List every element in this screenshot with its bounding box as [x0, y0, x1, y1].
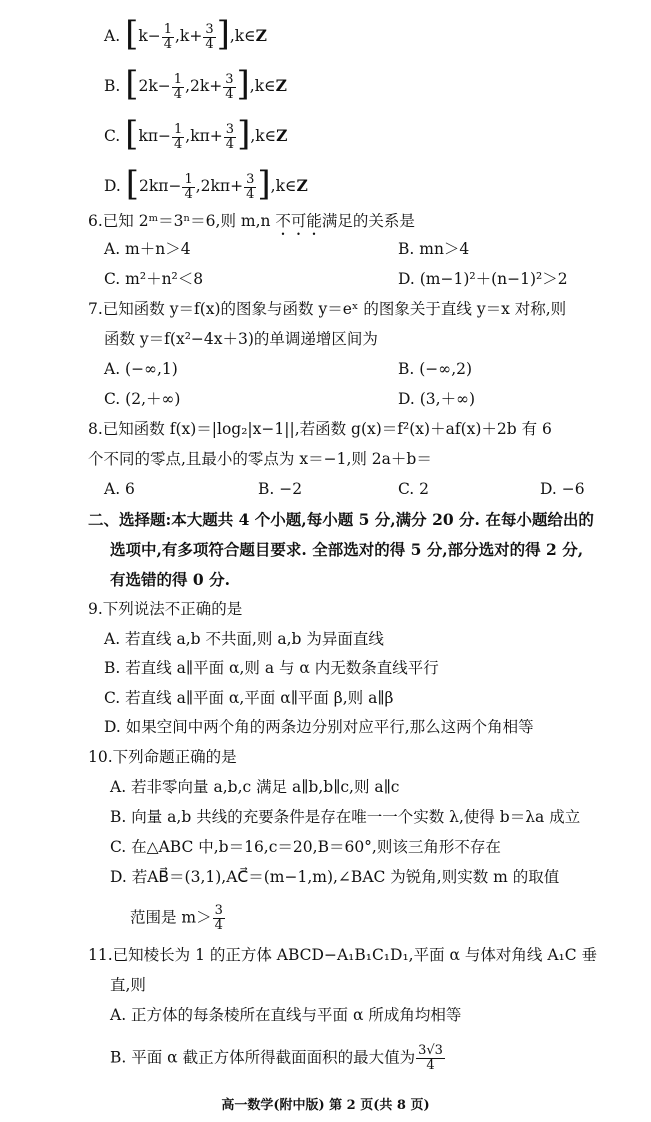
- q11-option-b: B. 平面 α 截正方体所得截面面积的最大值为 $\frac{3√3}{4}$: [110, 1043, 443, 1073]
- q6-option-a: A. m＋n＞4: [104, 240, 191, 258]
- q9-option-b: B. 若直线 a∥平面 α,则 a 与 α 内无数条直线平行: [104, 659, 439, 677]
- q7-option-a: A. (−∞,1): [104, 360, 178, 378]
- q5-option-b: B. [2k− $\frac{1}{4}$ ,2k+ $\frac{3}{4}$ ],k∈Z: [104, 64, 287, 104]
- q11-stem-line2: 直,则: [110, 976, 146, 994]
- q10-option-c: C. 在△ABC 中,b＝16,c＝20,B＝60°,则该三角形不存在: [110, 838, 501, 856]
- section2-line3: 有选错的得 0 分.: [110, 570, 230, 589]
- q8-option-c: C. 2: [398, 480, 430, 498]
- q9-option-d: D. 如果空间中两个角的两条边分别对应平行,那么这两个角相等: [104, 718, 534, 736]
- q8-option-d: D. −6: [540, 480, 585, 498]
- q11-stem-line1: 11.已知棱长为 1 的正方体 ABCD−A₁B₁C₁D₁,平面 α 与体对角线 A₁C 垂: [88, 946, 598, 964]
- emphasis-dotted: 不可能: [275, 212, 322, 230]
- q6-option-d: D. (m−1)²＋(n−1)²＞2: [398, 270, 568, 288]
- section2-line2: 选项中,有多项符合题目要求. 全部选对的得 5 分,部分选对的得 2 分,: [110, 540, 584, 559]
- q10-option-b: B. 向量 a,b 共线的充要条件是存在唯一一个实数 λ,使得 b＝λa 成立: [110, 808, 581, 826]
- section2-line1: 二、选择题:本大题共 4 个小题,每小题 5 分,满分 20 分. 在每小题给出的: [88, 510, 594, 529]
- q9-option-a: A. 若直线 a,b 不共面,则 a,b 为异面直线: [104, 630, 384, 648]
- q8-option-b: B. −2: [258, 480, 303, 498]
- q11-option-a: A. 正方体的每条棱所在直线与平面 α 所成角均相等: [110, 1006, 462, 1024]
- q8-stem-line1: 8.已知函数 f(x)＝|log₂|x−1||,若函数 g(x)＝f²(x)＋af(x)＋2b 有 6: [88, 420, 552, 438]
- q7-stem-line1: 7.已知函数 y＝f(x)的图象与函数 y＝eˣ 的图象关于直线 y＝x 对称,则: [88, 300, 567, 318]
- q5-option-a: A. [k− $\frac{1}{4}$ ,k+ $\frac{3}{4}$ ],k∈Z: [104, 14, 267, 54]
- page-footer: 高一数学(附中版) 第 2 页(共 8 页): [221, 1098, 430, 1113]
- q8-stem-line2: 个不同的零点,且最小的零点为 x＝−1,则 2a＋b＝: [88, 450, 432, 468]
- q10-option-a: A. 若非零向量 a,b,c 满足 a∥b,b∥c,则 a∥c: [110, 778, 400, 796]
- q6-option-c: C. m²＋n²＜8: [104, 270, 204, 288]
- q7-option-d: D. (3,＋∞): [398, 390, 476, 408]
- q9-option-c: C. 若直线 a∥平面 α,平面 α∥平面 β,则 a∥β: [104, 689, 394, 707]
- q5-option-d: D. [2kπ− $\frac{1}{4}$ ,2kπ+ $\frac{3}{4}$ ],k∈Z: [104, 164, 308, 204]
- q10-option-d-line1: D. 若AB⃗＝(3,1),AC⃗＝(m−1,m),∠BAC 为锐角,则实数 m 的取值: [110, 868, 560, 886]
- q7-option-b: B. (−∞,2): [398, 360, 473, 378]
- q9-stem: 9.下列说法不正确的是: [88, 600, 243, 618]
- q7-stem-line2: 函数 y＝f(x²−4x＋3)的单调递增区间为: [104, 330, 378, 348]
- q10-option-d-line2: 范围是 m＞ $\frac{3}{4}$: [130, 903, 223, 933]
- q6-stem: 6.已知 2ᵐ＝3ⁿ＝6,则 m,n 不可能满足的关系是: [88, 212, 415, 230]
- q5-option-c: C. [kπ− $\frac{1}{4}$ ,kπ+ $\frac{3}{4}$ ],k∈Z: [104, 114, 288, 154]
- q7-option-c: C. (2,＋∞): [104, 390, 181, 408]
- q8-option-a: A. 6: [104, 480, 135, 498]
- q6-option-b: B. mn＞4: [398, 240, 470, 258]
- q10-stem: 10.下列命题正确的是: [88, 748, 237, 766]
